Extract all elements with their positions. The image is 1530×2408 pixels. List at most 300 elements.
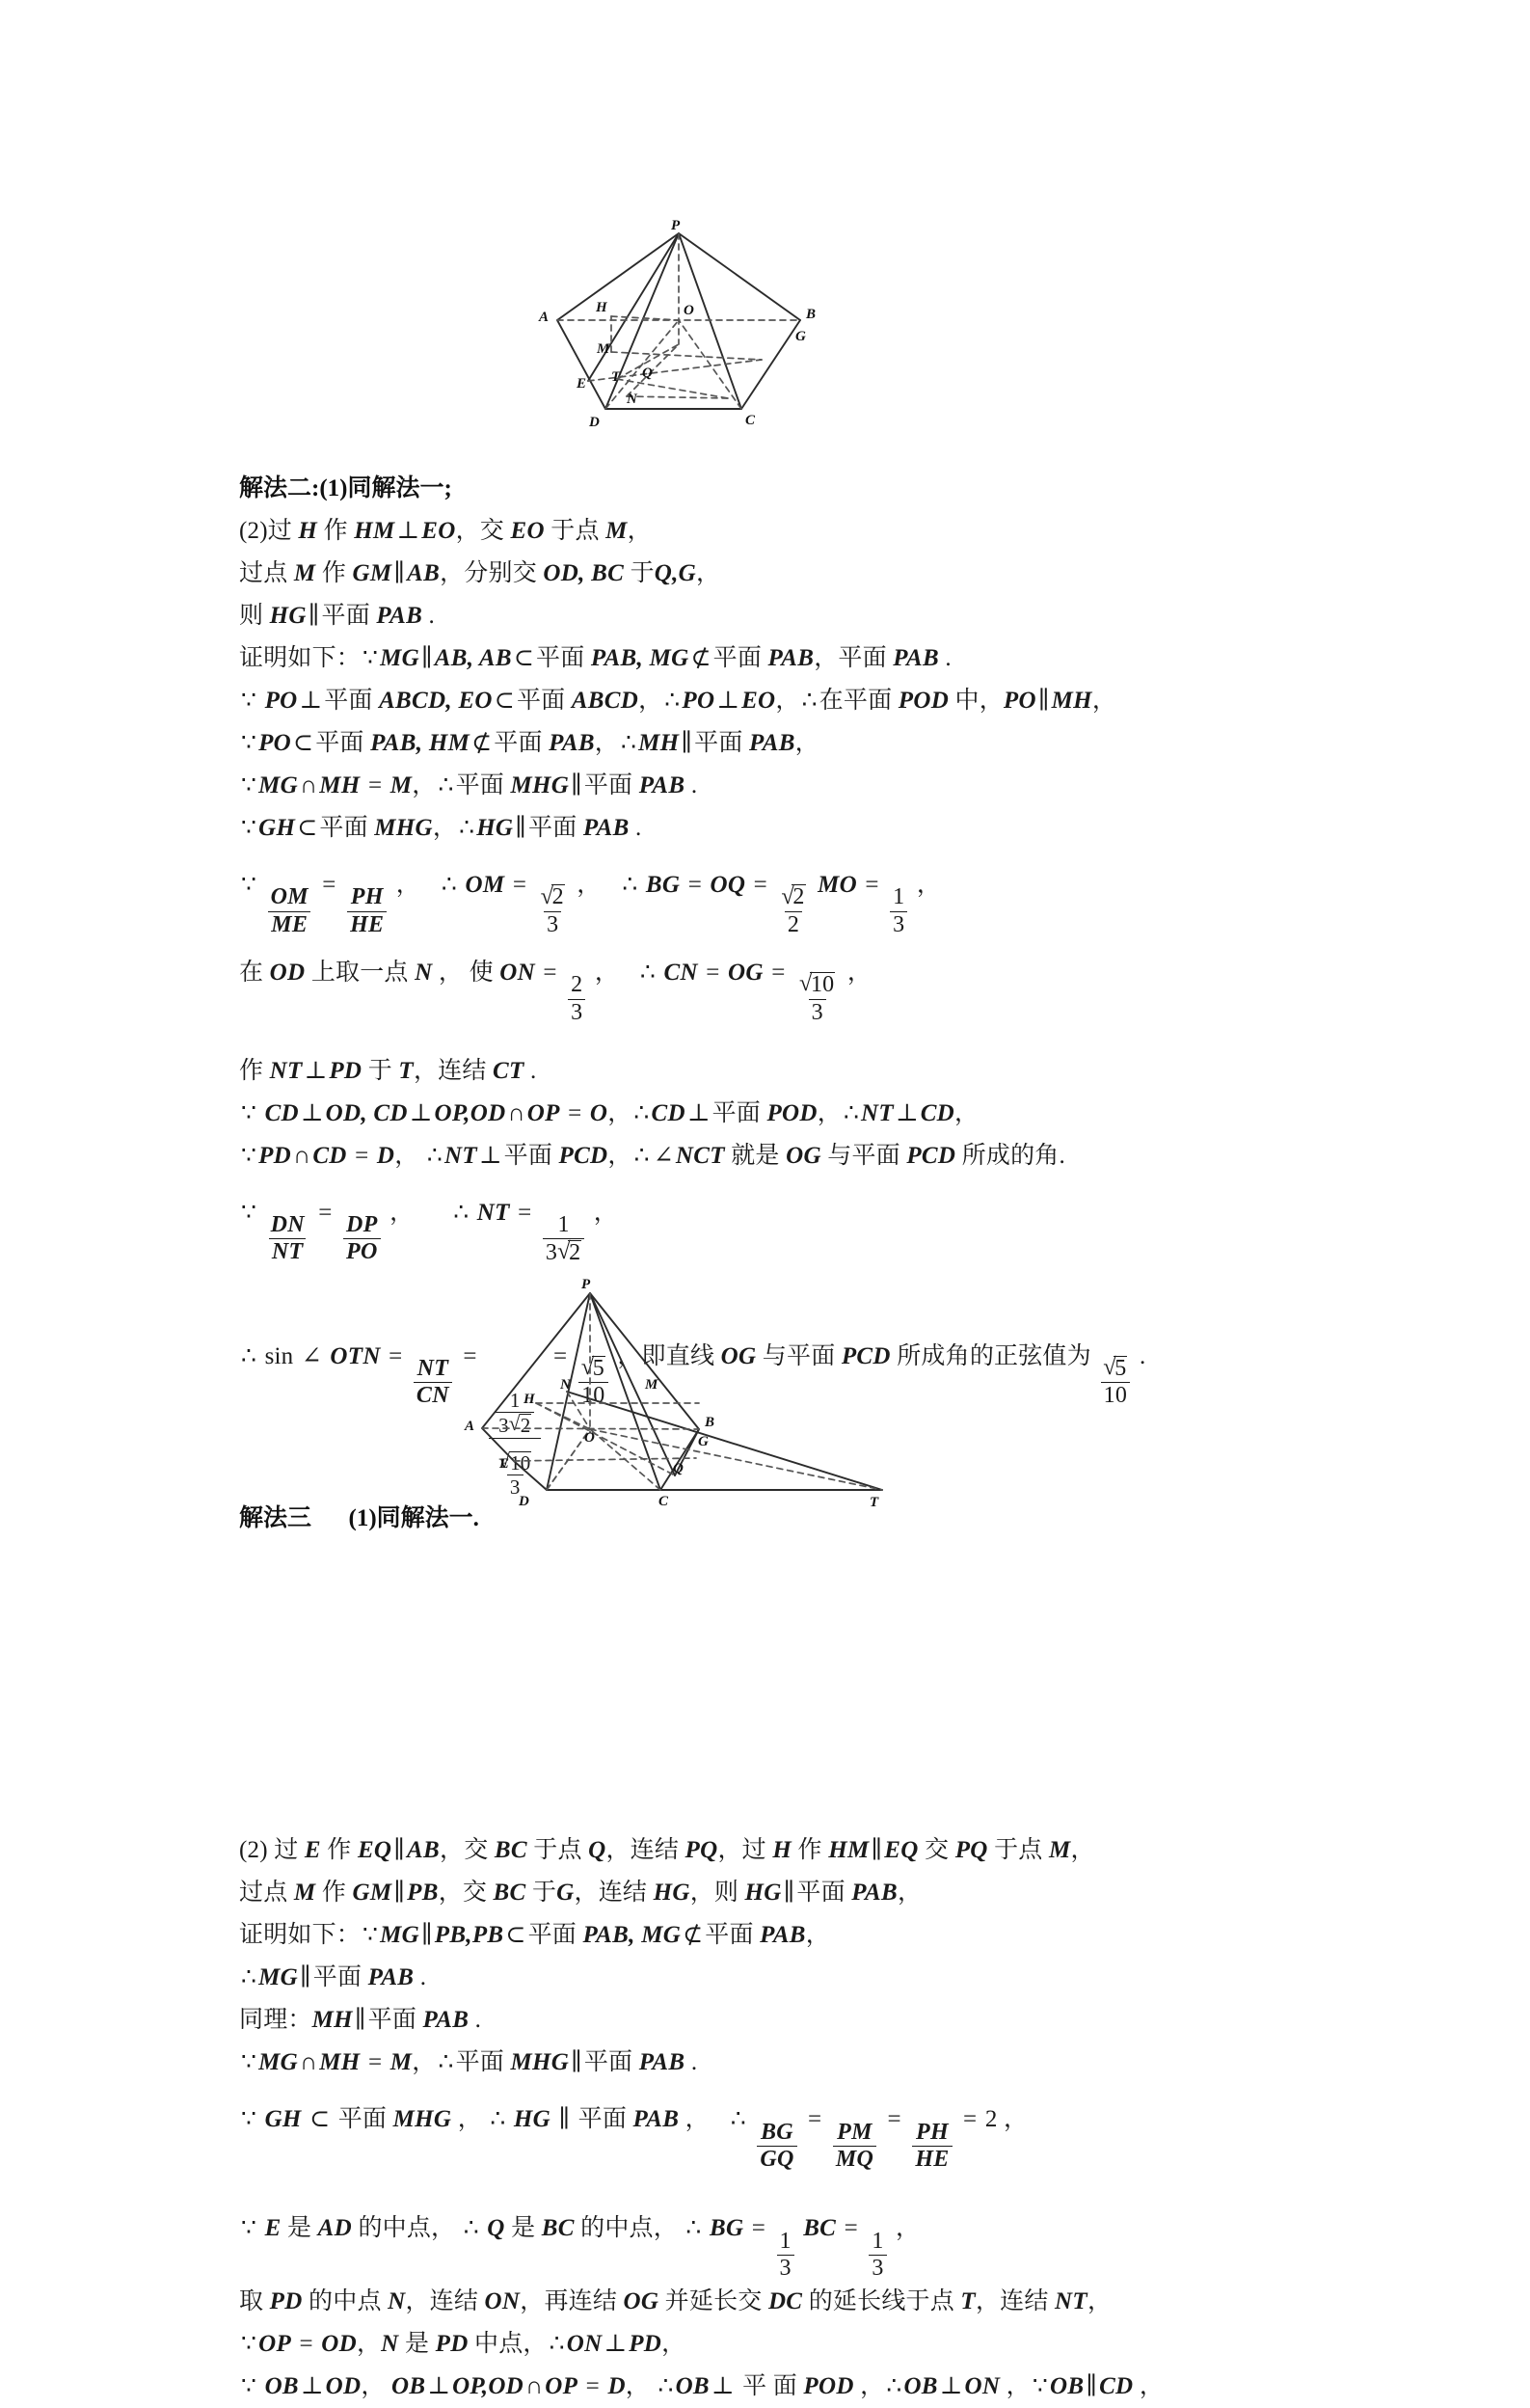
- text-run-14: ，: [625, 2373, 650, 2400]
- text-run-6: ，: [412, 772, 437, 798]
- text-run-8: 平面: [455, 772, 511, 798]
- text-run-22: ∴: [886, 2373, 902, 2400]
- mid-bc: BC: [541, 2215, 575, 2242]
- text-run-7: [418, 1143, 424, 1169]
- text-run-3: CD: [312, 1142, 347, 1169]
- text-run-9: MHG: [510, 772, 570, 798]
- solution-three-line-1: [239, 1829, 1309, 1872]
- text-run-8: ∴: [426, 1142, 443, 1169]
- text-run-12: ⊥: [716, 688, 740, 714]
- text-run-4: AB, AB: [434, 645, 512, 671]
- text-run-2: 的中点: [302, 2288, 389, 2315]
- ratio-plane2: 平面: [577, 2106, 633, 2133]
- text-run-7: ∴: [438, 772, 454, 798]
- figure1-label-H: H: [596, 300, 607, 315]
- radicand-10: 10: [810, 972, 835, 998]
- text-run-9: 平面: [528, 815, 583, 841]
- mid-t4: 的中点，: [580, 2215, 678, 2242]
- text-run-10: PAB: [767, 645, 815, 671]
- text-run-11: 平面: [583, 2049, 639, 2076]
- text-run-25: ON: [964, 2373, 1001, 2400]
- text-run-8: ，: [594, 730, 619, 756]
- radicand-2: 2: [551, 884, 564, 910]
- text-run-2: PO: [264, 688, 298, 714]
- solution-two-line-6: [239, 722, 1309, 765]
- fraction-pm-mq: $\frac{PM}{MQ}$: [833, 2121, 876, 2172]
- text-run-10: ∥: [571, 2049, 582, 2076]
- text-run-11: ，: [805, 1922, 830, 1949]
- text-run-27: ∵: [1032, 2373, 1048, 2400]
- text-run-19: NT: [861, 1099, 894, 1126]
- text-run-20: 于点: [987, 1837, 1049, 1864]
- text-run-2: ∩: [293, 1142, 311, 1169]
- angle-symbol: ∠: [301, 1342, 322, 1369]
- bg-label: BG: [645, 872, 681, 898]
- text-run-6: ，分别交: [440, 560, 544, 586]
- dn-therefore: ∴: [453, 1199, 470, 1226]
- text-run-3: 平面: [319, 815, 375, 841]
- text-run-4: PAB: [422, 2007, 470, 2034]
- text-run-9: =: [561, 1099, 588, 1126]
- text-run-17: OB: [675, 2373, 710, 2400]
- text-run-12: ，连结: [975, 2288, 1056, 2315]
- text-run-6: ∴: [459, 815, 475, 841]
- text-run-1: PD: [269, 2288, 303, 2315]
- text-run-9: Q: [588, 1837, 606, 1864]
- text-run-5: PB: [407, 1880, 439, 1907]
- solution-two-line-5: [239, 680, 1309, 722]
- text-run-0: 过点: [239, 560, 294, 586]
- text-run-7: OD, BC: [543, 560, 625, 586]
- text-run-14: ，: [775, 688, 800, 714]
- text-run-6: OP,OD: [434, 1099, 506, 1126]
- text-run-13: .: [938, 645, 952, 671]
- text-run-3: HM: [354, 518, 395, 544]
- text-run-8: 于点: [544, 518, 606, 544]
- text-run-3: 平面: [315, 730, 371, 756]
- text-run-11: T: [960, 2288, 976, 2315]
- figure1-label-G: G: [795, 329, 806, 344]
- mid-therefore1: ∴: [463, 2215, 479, 2242]
- figure2-label-N: N: [560, 1377, 571, 1393]
- text-run-20: PCD: [906, 1142, 956, 1169]
- mid-bc2: BC: [803, 2215, 837, 2242]
- text-run-8: OP: [526, 1099, 560, 1126]
- text-run-16: ∴: [658, 2373, 674, 2400]
- therefore-1: ∴: [441, 872, 458, 898]
- text-run-1: OP: [258, 2331, 292, 2358]
- text-run-8: 中点，: [468, 2331, 548, 2358]
- figure1-label-D: D: [589, 415, 600, 430]
- text-run-10: 的延长线于点: [802, 2288, 961, 2315]
- figure1-label-M: M: [597, 341, 610, 357]
- figure2-label-H: H: [523, 1392, 535, 1407]
- text-run-7: OG: [623, 2288, 659, 2315]
- text-run-11: OP: [545, 2373, 578, 2400]
- text-run-19: 与平面: [820, 1142, 907, 1169]
- text-run-4: 平面: [324, 688, 380, 714]
- solution-two-heading: 解法二:(1)同解法一;: [239, 475, 452, 501]
- text-run-22: ，: [1091, 688, 1117, 714]
- ratio-gh: GH: [264, 2106, 302, 2133]
- solution-two-line-4: [239, 637, 1309, 680]
- text-run-14: ，: [1087, 2288, 1113, 2315]
- og-label: OG: [728, 959, 764, 986]
- text-run-15: ∠: [653, 1142, 674, 1169]
- text-run-6: ，交: [440, 1837, 495, 1864]
- text-run-5: M: [389, 2049, 413, 2076]
- solution-two-line-2: [239, 553, 1309, 595]
- text-run-6: ⊂: [494, 688, 515, 714]
- text-run-7: PAB: [549, 730, 595, 756]
- text-run-9: ∴: [621, 730, 637, 756]
- text-run-10: ON: [566, 2331, 603, 2358]
- dn-comma-1: ，: [389, 1199, 415, 1226]
- text-run-2: MG: [380, 645, 420, 671]
- text-run-19: 平 面: [736, 2373, 804, 2400]
- on-mid-text: 上取一点: [310, 959, 416, 986]
- text-run-8: ⊄: [683, 1922, 704, 1949]
- text-run-10: ，: [696, 560, 721, 586]
- mid-ad: AD: [317, 2215, 352, 2242]
- text-run-8: 于: [624, 560, 655, 586]
- text-run-20: ⊥: [895, 1099, 919, 1126]
- dn-equals-2: =: [518, 1199, 532, 1226]
- text-run-7: HG: [476, 815, 514, 841]
- text-run-2: 作: [315, 560, 353, 586]
- mid-t1: 是: [287, 2215, 318, 2242]
- text-run-4: ，: [356, 2331, 382, 2358]
- text-run-1: MG: [258, 1964, 298, 1991]
- text-run-8: 于点: [526, 1837, 589, 1864]
- text-run-9: NT: [443, 1142, 477, 1169]
- text-run-6: ，交: [455, 518, 511, 544]
- text-run-3: MH: [319, 2049, 361, 2076]
- text-run-6: ，: [394, 1142, 419, 1169]
- figure1-label-T: T: [611, 369, 621, 385]
- text-run-2: ∥: [354, 2007, 366, 2034]
- sin-tail-pre: ，即直线: [617, 1342, 721, 1369]
- text-run-0: ∵: [241, 1142, 257, 1169]
- figure2-label-P: P: [581, 1277, 591, 1292]
- fraction-one-third: $\frac{1}{3}$: [890, 885, 907, 936]
- cn-label: CN: [663, 959, 698, 986]
- solution-three-heading-bold: 解法三: [239, 1505, 312, 1532]
- text-run-23: OB: [903, 2373, 938, 2400]
- text-run-15: ∴: [801, 688, 818, 714]
- text-run-9: M: [605, 518, 628, 544]
- text-run-13: H: [772, 1837, 792, 1864]
- comma-2: ，: [577, 872, 602, 898]
- solution-three-line-2: [239, 1872, 1309, 1914]
- text-run-7: PAB, MG: [582, 1922, 682, 1949]
- figure2-label-C: C: [658, 1494, 669, 1509]
- solution-three-line-3: [239, 1914, 1309, 1957]
- text-run-16: POD: [766, 1099, 818, 1126]
- figure1-label-N: N: [627, 392, 637, 407]
- text-run-2: OB: [264, 2373, 299, 2400]
- figure1-label-B: B: [806, 307, 817, 322]
- text-run-13: ，: [661, 2331, 686, 2358]
- text-run-10: O: [589, 1099, 608, 1126]
- text-run-15: HM: [828, 1837, 870, 1864]
- text-run-8: ∥: [515, 815, 527, 841]
- fraction-sqrt2-over-2: √ $\frac{2}{2}$: [778, 884, 808, 936]
- text-run-0: ∵: [241, 772, 257, 798]
- solution-three-line-4: [239, 1957, 1309, 1999]
- fraction-sqrt5-over-10: √ $\frac{5}{10}$: [578, 1356, 608, 1408]
- text-run-13: PAB: [749, 730, 795, 756]
- sin-og: OG: [720, 1342, 757, 1369]
- text-run-5: AB: [407, 560, 441, 586]
- figure2-label-B: B: [705, 1415, 715, 1430]
- subset-symbol: ⊂: [309, 2106, 331, 2133]
- on-comma-2: ，: [594, 959, 620, 986]
- text-run-12: PAB: [638, 2049, 685, 2076]
- ratio-pab: PAB: [632, 2106, 680, 2133]
- n-label: N: [415, 959, 433, 986]
- text-run-13: HG: [744, 1880, 782, 1907]
- equals-2: =: [512, 872, 527, 898]
- fraction-two-thirds: $\frac{2}{3}$: [568, 973, 585, 1024]
- text-run-10: ，: [627, 518, 652, 544]
- text-run-26: ，: [1000, 2373, 1031, 2400]
- text-run-4: =: [348, 1142, 375, 1169]
- mid-q: Q: [487, 2215, 505, 2242]
- text-run-18: ⊥: [711, 2373, 735, 2400]
- text-run-0: 作: [239, 1057, 270, 1084]
- text-run-8: 于: [525, 1880, 557, 1907]
- text-run-5: ，: [432, 815, 458, 841]
- figure2-label-O: O: [584, 1430, 595, 1446]
- text-run-1: M: [293, 560, 316, 586]
- on-comma-1: ，: [438, 959, 464, 986]
- text-run-4: PAB: [376, 603, 423, 629]
- oq-label: OQ: [710, 872, 746, 898]
- text-run-4: =: [362, 772, 389, 798]
- ratio-plane1: 平面: [337, 2106, 393, 2133]
- fraction-final-sqrt5-over-10: √ $\frac{5}{10}$: [1100, 1356, 1130, 1408]
- fraction-one-third-c: $\frac{1}{3}$: [869, 2230, 886, 2281]
- text-run-10: ⊥: [478, 1142, 502, 1169]
- formula-ratio-chain: [239, 2084, 1309, 2172]
- text-run-5: ABCD, EO: [379, 688, 493, 714]
- text-run-16: ∥: [871, 1837, 883, 1864]
- mid-t3: 是: [511, 2215, 542, 2242]
- sin-equals-1: =: [389, 1342, 403, 1369]
- dn-equals-1: =: [318, 1199, 333, 1226]
- formula-on: [239, 937, 1309, 1025]
- text-run-2: ∩: [300, 2049, 318, 2076]
- text-run-10: ∩: [525, 2373, 544, 2400]
- text-run-14: ∴: [633, 1142, 650, 1169]
- dn-because: ∵: [241, 1199, 257, 1226]
- text-run-1: NT: [269, 1057, 303, 1084]
- text-run-1: ∵: [362, 1922, 379, 1949]
- figure1-label-O: O: [684, 303, 694, 318]
- text-run-1: E: [304, 1837, 321, 1864]
- text-run-2: =: [293, 2331, 320, 2358]
- mid-comma: ，: [896, 2215, 921, 2242]
- text-run-6: 平面: [536, 645, 591, 671]
- solution-three-tail-1: [239, 2281, 1309, 2323]
- text-run-4: OD, CD: [325, 1099, 408, 1126]
- figure1-label-Q: Q: [642, 365, 653, 381]
- text-run-5: .: [414, 1964, 427, 1991]
- formula-dn: [239, 1177, 1309, 1266]
- text-run-17: POD: [898, 688, 950, 714]
- text-run-3: MH: [319, 772, 361, 798]
- text-run-15: 平面: [796, 1880, 852, 1907]
- text-run-7: BC: [493, 1880, 526, 1907]
- text-run-8: ABCD: [571, 688, 639, 714]
- text-run-2: 作: [317, 518, 355, 544]
- text-run-6: ，交: [438, 1880, 494, 1907]
- ratio-mhg: MHG: [392, 2106, 452, 2133]
- text-run-5: N: [381, 2331, 399, 2358]
- figure2-label-T: T: [870, 1495, 879, 1510]
- on-label: ON: [499, 959, 535, 986]
- text-run-1: GH: [258, 815, 296, 841]
- text-run-22: ，: [1070, 1837, 1095, 1864]
- sin-equals-2: =: [463, 1342, 477, 1369]
- figure1-label-A: A: [539, 310, 550, 325]
- text-run-20: ∥: [1037, 688, 1050, 714]
- text-run-3: ⊥: [300, 2373, 324, 2400]
- text-run-14: ，: [794, 730, 819, 756]
- text-run-0: 证明如下：: [239, 645, 362, 671]
- text-run-6: ，再连结: [520, 2288, 624, 2315]
- solution-two-line-8: [239, 807, 1309, 850]
- text-run-7: ∴: [438, 2049, 454, 2076]
- equals-3: =: [687, 872, 703, 898]
- solution-two-line-3: [239, 595, 1309, 637]
- text-run-4: ∥: [393, 560, 406, 586]
- text-run-3: PD: [329, 1057, 362, 1084]
- text-run-11: PQ: [684, 1837, 718, 1864]
- text-run-5: .: [469, 2007, 482, 2034]
- text-run-4: PAB, HM: [370, 730, 470, 756]
- text-run-12: PD: [629, 2331, 662, 2358]
- text-run-1: MH: [311, 2007, 353, 2034]
- text-run-14: 作: [792, 1837, 829, 1864]
- text-run-21: ，: [853, 2373, 885, 2400]
- figure2-label-A: A: [465, 1419, 475, 1434]
- solution-three-line-6: [239, 2042, 1309, 2084]
- formula-midpoint: [239, 2193, 1309, 2281]
- text-run-10: PAB: [582, 815, 630, 841]
- text-run-7: CT: [493, 1057, 524, 1084]
- text-run-17: ，: [897, 1880, 923, 1907]
- ratio-comma3: ，: [1003, 2106, 1029, 2133]
- solution-two-line-nt: [239, 1050, 1309, 1093]
- text-run-9: OP,OD: [452, 2373, 524, 2400]
- text-run-11: .: [629, 815, 642, 841]
- text-run-3: 平面: [312, 1964, 368, 1991]
- text-run-12: ，则: [689, 1880, 745, 1907]
- text-run-2: MG: [380, 1922, 420, 1949]
- text-run-14: ⊥: [686, 1099, 711, 1126]
- text-run-4: PAB: [367, 1964, 415, 1991]
- text-run-2: ∩: [300, 772, 318, 798]
- figure2-label-M: M: [645, 1377, 658, 1393]
- text-run-9: 平面: [705, 1922, 761, 1949]
- text-run-6: ，: [412, 2049, 437, 2076]
- text-run-5: ON: [484, 2288, 521, 2315]
- text-run-10: ，连结: [605, 1837, 685, 1864]
- solution-three-tail-2: [239, 2323, 1309, 2366]
- text-run-21: CD: [920, 1099, 955, 1126]
- text-run-1: PD: [258, 1142, 292, 1169]
- text-run-1: HG: [269, 603, 307, 629]
- on-equals-3: =: [771, 959, 786, 986]
- text-run-11: PO: [682, 688, 715, 714]
- text-run-11: ⊥: [604, 2331, 628, 2358]
- ratio-hg: HG: [513, 2106, 551, 2133]
- text-run-18: OG: [786, 1142, 821, 1169]
- text-run-19: PO: [1003, 688, 1036, 714]
- text-run-10: ∥: [571, 772, 582, 798]
- text-run-3: 平面: [321, 603, 377, 629]
- text-run-4: =: [362, 2049, 389, 2076]
- text-run-12: =: [579, 2373, 606, 2400]
- ratio-value: 2: [984, 2106, 998, 2133]
- text-run-0: ∵: [241, 688, 257, 714]
- parallel-symbol: ∥: [558, 2106, 571, 2133]
- text-run-10: PAB: [760, 1922, 806, 1949]
- text-run-20: POD: [803, 2373, 854, 2400]
- text-run-2: ⊂: [297, 815, 318, 841]
- text-run-14: ∥: [783, 1880, 795, 1907]
- text-run-4: OD: [325, 2373, 362, 2400]
- sin-tail-post: 所成角的正弦值为: [897, 1342, 1098, 1369]
- sin-therefore: ∴: [241, 1342, 257, 1369]
- text-run-11: ，: [607, 1099, 632, 1126]
- mid-because: ∵: [241, 2215, 257, 2242]
- text-run-11: ，平面: [814, 645, 894, 671]
- figure1-label-E: E: [577, 376, 587, 392]
- text-run-1: M: [293, 1880, 316, 1907]
- formula-om-ratio: [239, 850, 1309, 937]
- text-run-17: ，: [817, 1099, 842, 1126]
- pyramid-diagram-solution-three: [443, 1254, 926, 1510]
- sin-period: .: [1139, 1342, 1146, 1369]
- ratio-equals1: =: [808, 2106, 822, 2133]
- text-run-5: EO: [421, 518, 456, 544]
- text-run-2: ∥: [300, 1964, 311, 1991]
- text-run-7: ∩: [507, 1099, 525, 1126]
- text-run-1: ∵: [362, 645, 379, 671]
- text-run-9: ，: [638, 688, 663, 714]
- text-run-4: ∥: [393, 1837, 406, 1864]
- text-run-4: ∥: [393, 1880, 406, 1907]
- text-run-21: 所成的角.: [955, 1142, 1065, 1169]
- text-run-2: 作: [320, 1837, 358, 1864]
- text-run-0: ∴: [241, 1964, 257, 1991]
- text-run-5: ⊄: [471, 730, 493, 756]
- on-therefore: ∴: [639, 959, 657, 986]
- on-comma-3: ，: [846, 959, 872, 986]
- text-run-0: ∵: [241, 815, 257, 841]
- text-run-3: GM: [352, 560, 392, 586]
- od-label: OD: [269, 959, 306, 986]
- figure2-label-D: D: [519, 1494, 529, 1509]
- comma-3: ，: [916, 872, 942, 898]
- text-run-1: MG: [258, 772, 298, 798]
- mid-t2: 的中点，: [358, 2215, 456, 2242]
- text-run-7: BC: [494, 1837, 527, 1864]
- text-run-11: 平面: [503, 1142, 559, 1169]
